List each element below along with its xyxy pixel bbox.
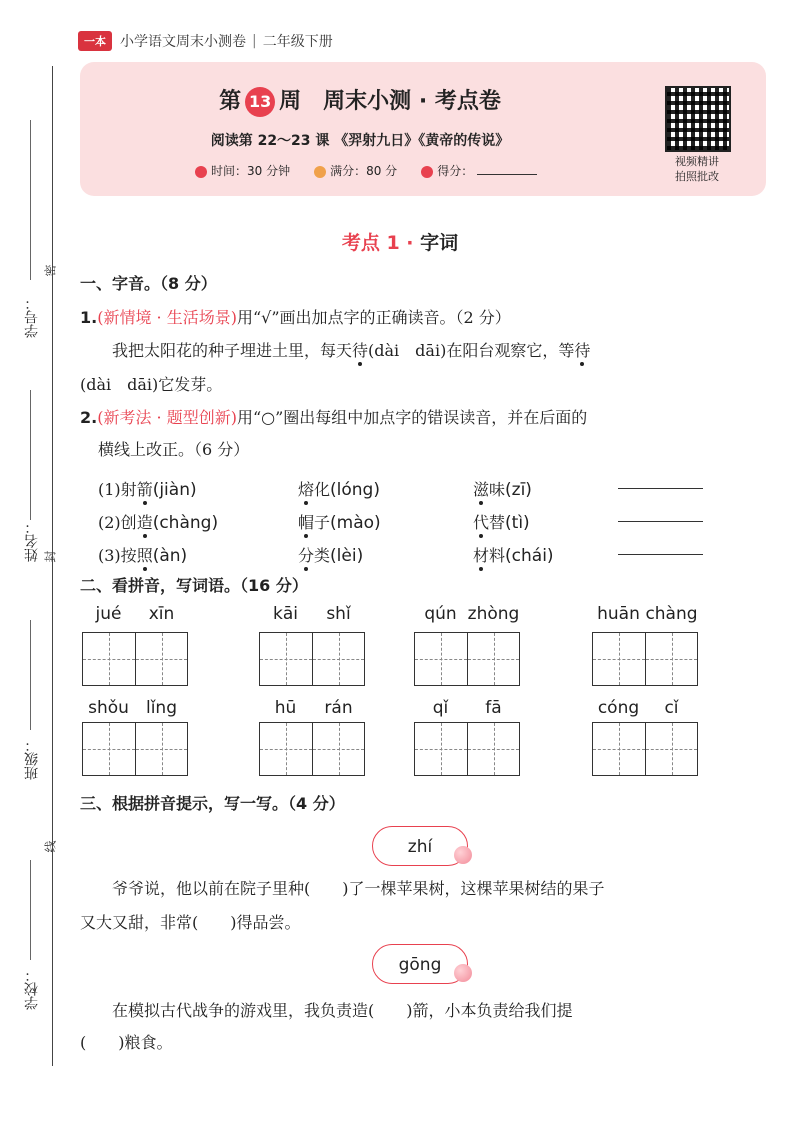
pinyin-syllable: shǒu: [88, 698, 129, 718]
pinyin-syllable: qún: [424, 604, 457, 624]
seal-mark-feng: 封: [43, 550, 58, 563]
seal-mark-xian: 线: [43, 840, 58, 853]
writing-grid: [82, 722, 188, 776]
writing-cell[interactable]: [415, 633, 467, 685]
answer-blank[interactable]: [618, 521, 703, 522]
pinyin-hint-zhi: zhí: [372, 826, 468, 866]
pinyin-syllable: kāi: [273, 604, 298, 624]
pinyin-word-block: [82, 604, 188, 686]
qr-caption: 视频精讲 拍照批改: [675, 155, 719, 183]
top-bar: [78, 30, 333, 52]
writing-cell[interactable]: [593, 633, 645, 685]
class-blank[interactable]: [30, 620, 31, 730]
writing-grid: [259, 632, 365, 686]
writing-cell[interactable]: [135, 723, 187, 775]
pinyin-syllable: hū: [274, 698, 297, 718]
question-tag: (新情境 · 生活场景): [97, 308, 237, 327]
section-1-title: 一、字音。（8 分）: [80, 274, 217, 293]
pinyin-word-block: [414, 604, 520, 686]
pinyin-row: [82, 604, 188, 630]
q2-row-2: (2)创造(chàng) 帽子(mào) 代替(tì): [98, 505, 778, 538]
q1-choice-1[interactable]: (dài dāi)在阳台观察它，等: [368, 341, 575, 360]
pinyin-row: [414, 604, 520, 630]
qr-code-icon[interactable]: [665, 86, 731, 152]
week-badge: 13: [245, 87, 275, 117]
s3-passage-1-cont[interactable]: 又大又甜，非常( )得品尝。: [80, 913, 301, 932]
pinyin-syllable: fā: [485, 698, 502, 718]
person-icon: [314, 166, 326, 178]
writing-cell[interactable]: [83, 633, 135, 685]
writing-cell[interactable]: [312, 723, 364, 775]
pinyin-word-block: [82, 698, 188, 776]
question-1: 1.(新情境 · 生活场景)用“√”画出加点字的正确读音。（2 分）: [80, 308, 511, 327]
pinyin-row: [592, 698, 698, 724]
writing-grid: [259, 722, 365, 776]
peach-icon: [454, 964, 472, 982]
id-blank[interactable]: [30, 120, 31, 280]
pinyin-syllable: shǐ: [326, 604, 351, 624]
pinyin-syllable: rán: [324, 698, 353, 718]
divider: |: [252, 33, 257, 49]
pinyin-syllable: jué: [95, 604, 122, 624]
q1-choice-2[interactable]: (dài dāi)它发芽。: [80, 375, 223, 394]
name-label: 姓名：: [24, 520, 40, 562]
section-2-title: 二、看拼音，写词语。（16 分）: [80, 576, 308, 595]
writing-grid: [592, 722, 698, 776]
pinyin-syllable: chàng: [645, 604, 698, 624]
writing-grid: [414, 722, 520, 776]
pinyin-row: [259, 698, 365, 724]
target-icon: [421, 166, 433, 178]
section-3-title: 三、根据拼音提示，写一写。（4 分）: [80, 794, 345, 813]
pinyin-hint-gong: gōng: [372, 944, 468, 984]
pinyin-syllable: cóng: [597, 698, 640, 718]
pinyin-syllable: lǐng: [145, 698, 177, 718]
page-title: 第 13 周 周末小测 · 考点卷: [80, 84, 640, 117]
writing-cell[interactable]: [260, 723, 312, 775]
pinyin-word-block: [414, 698, 520, 776]
pinyin-row: [82, 698, 188, 724]
writing-cell[interactable]: [593, 723, 645, 775]
full-score-info: 满分：80 分: [314, 162, 397, 179]
writing-cell[interactable]: [312, 633, 364, 685]
writing-cell[interactable]: [467, 723, 519, 775]
writing-cell[interactable]: [645, 633, 697, 685]
pinyin-row: [414, 698, 520, 724]
answer-blank[interactable]: [618, 488, 703, 489]
q1-passage: 我把太阳花的种子埋进土里，每天待(dài dāi)在阳台观察它，等待: [112, 341, 591, 360]
writing-cell[interactable]: [415, 723, 467, 775]
pinyin-word-block: [592, 604, 698, 686]
q2-row-1: (1)射箭(jiàn) 熔化(lóng) 滋味(zī): [98, 472, 778, 505]
peach-icon: [454, 846, 472, 864]
writing-cell[interactable]: [260, 633, 312, 685]
question-2-cont: 横线上改正。（6 分）: [98, 440, 250, 459]
lesson-subtitle: 阅读第 22～23 课 《羿射九日》《黄帝的传说》: [210, 133, 510, 149]
score-blank[interactable]: [477, 174, 537, 175]
seal-mark-mi: 密: [43, 264, 58, 277]
school-blank[interactable]: [30, 860, 31, 960]
pinyin-syllable: qǐ: [432, 698, 449, 718]
grade-label: 二年级下册: [262, 34, 333, 50]
pinyin-word-block: [259, 604, 365, 686]
binding-line: [52, 66, 53, 1066]
writing-grid: [82, 632, 188, 686]
title-text: 周末小测 · 考点卷: [323, 89, 501, 114]
header-box: [80, 62, 766, 196]
pinyin-word-block: [592, 698, 698, 776]
q2-rows: [98, 472, 778, 571]
writing-cell[interactable]: [467, 633, 519, 685]
writing-grid: [414, 632, 520, 686]
school-label: 学校：: [24, 968, 40, 1010]
q2-row-3: (3)按照(àn) 分类(lèi) 材料(chái): [98, 538, 778, 571]
series-name: 小学语文周末小测卷: [120, 34, 246, 50]
score-info: 得分：: [421, 162, 537, 179]
writing-grid: [592, 632, 698, 686]
answer-blank[interactable]: [618, 554, 703, 555]
s3-passage-1[interactable]: 爷爷说，他以前在院子里种( )了一棵苹果树，这棵苹果树结的果子: [112, 879, 605, 898]
s3-passage-2-cont[interactable]: ( )粮食。: [80, 1033, 173, 1052]
writing-cell[interactable]: [135, 633, 187, 685]
pinyin-row: [592, 604, 698, 630]
question-2: 2.(新考法 · 题型创新)用“○”圈出每组中加点字的错误读音，并在后面的: [80, 408, 588, 427]
writing-cell[interactable]: [645, 723, 697, 775]
pinyin-syllable: xīn: [148, 604, 175, 624]
section-heading: 考点 1 · 字词: [341, 232, 459, 254]
name-blank[interactable]: [30, 390, 31, 520]
clock-icon: [195, 166, 207, 178]
class-label: 班级：: [24, 738, 40, 780]
pinyin-syllable: huān: [597, 604, 640, 624]
exam-meta: [195, 162, 537, 179]
time-info: 时间：30 分钟: [195, 162, 290, 179]
brand-logo: 一本: [78, 31, 112, 51]
student-id-label: 学号：: [24, 296, 40, 338]
pinyin-syllable: cǐ: [664, 698, 679, 718]
question-tag: (新考法 · 题型创新): [97, 408, 237, 427]
s3-passage-2[interactable]: 在模拟古代战争的游戏里，我负责造( )箭，小本负责给我们提: [112, 1001, 573, 1020]
writing-cell[interactable]: [83, 723, 135, 775]
pinyin-row: [259, 604, 365, 630]
pinyin-word-block: [259, 698, 365, 776]
pinyin-syllable: zhòng: [467, 604, 520, 624]
